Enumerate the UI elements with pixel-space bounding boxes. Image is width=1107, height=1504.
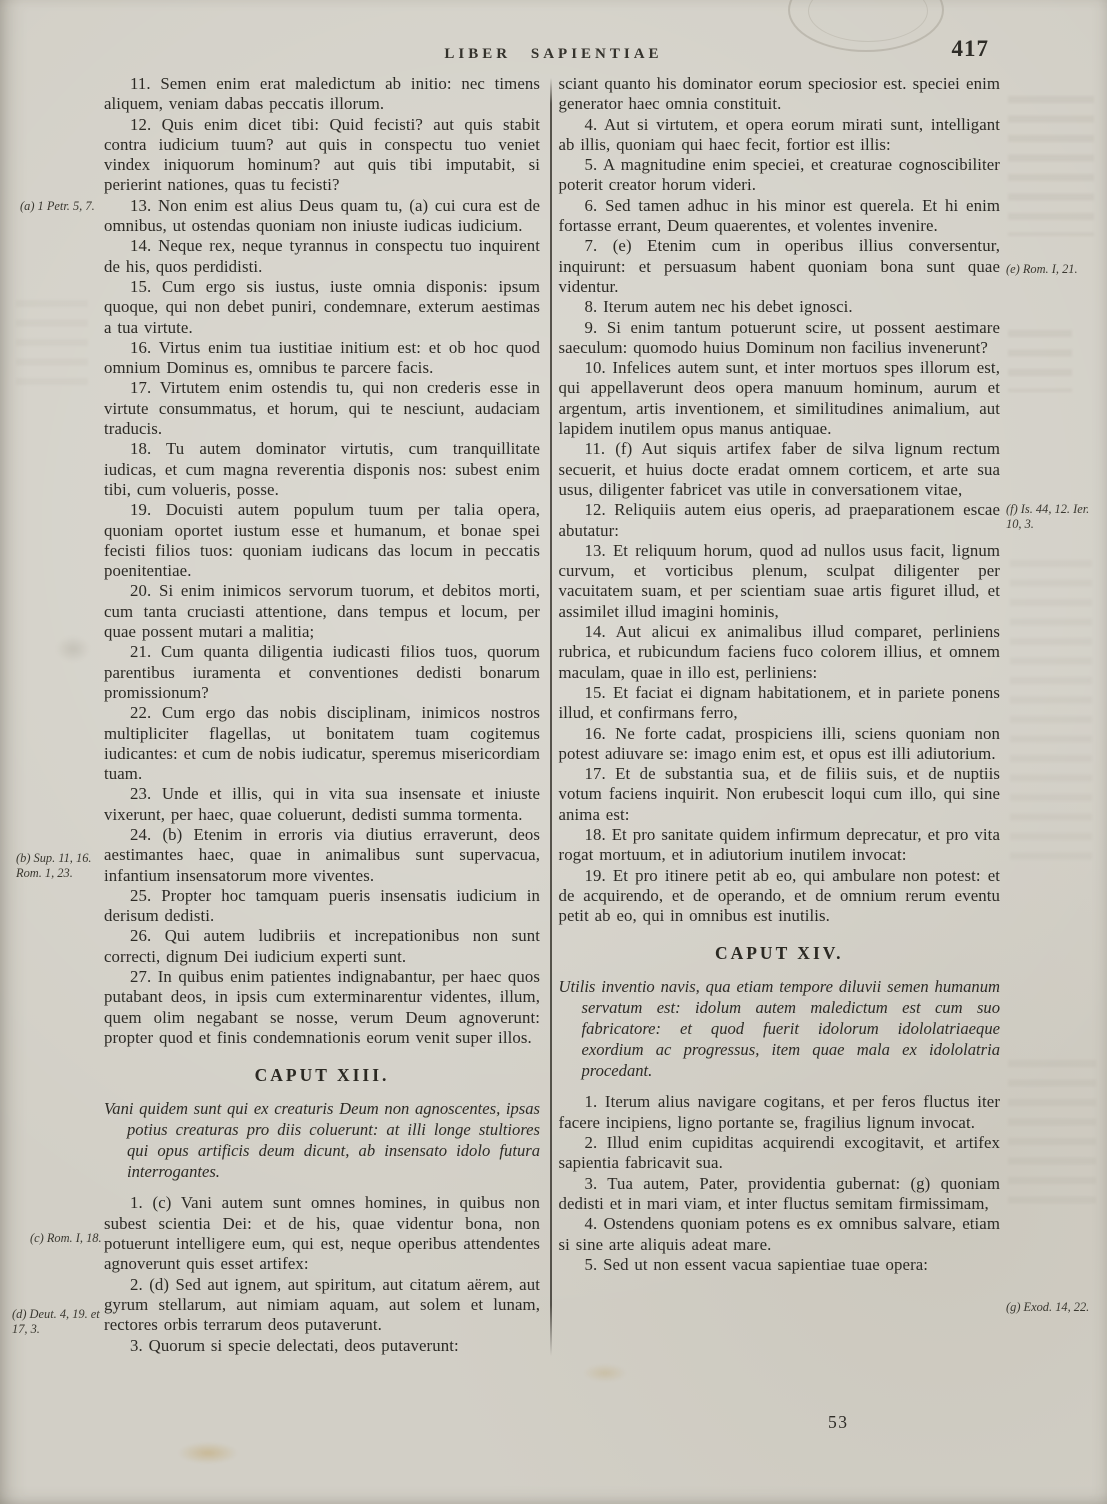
verse-paragraph [559, 1133, 1001, 1174]
margin-note-e: (e) Rom. I, 21. [1006, 262, 1078, 276]
verse-text: Quis enim dicet tibi: Quid fecisti? aut quis stabit contra iudicium tuum? aut quis in conspectu tuo veniet vindex iniquorum hominum? aut quis tibi imputabit, si perierint nationes, quas tu fecisti? [104, 114, 540, 195]
verse-number: 16. [584, 723, 606, 743]
verse-paragraph [104, 1193, 540, 1274]
verse-number: 15. [130, 276, 152, 296]
verse-paragraph [104, 74, 540, 115]
verse-number: 1. [584, 1092, 598, 1112]
verse-text: Cum quanta diligentia iudicasti filios tuos, quorum parentibus iuramenta et conventiones dedisti bonarum promissionum? [104, 642, 541, 702]
paper-stain [56, 636, 90, 662]
margin-note-g: (g) Exod. 14, 22. [1006, 1300, 1090, 1314]
chapter-heading: CAPUT XIII. [254, 1065, 390, 1086]
verse-number: 13. [584, 540, 606, 560]
verse-paragraph [104, 886, 540, 927]
verse-paragraph [559, 155, 1001, 196]
verse-paragraph [104, 1275, 540, 1336]
verse-number: 6. [584, 195, 598, 215]
verse-paragraph [104, 825, 540, 886]
verse-number: 20. [130, 581, 152, 601]
verse-text: Si enim tantum potuerunt scire, ut possent aestimare saeculum: quomodo huius Dominum non facilius invenerunt? [558, 317, 1000, 357]
verse-text: Iterum autem nec his debet ignosci. [603, 297, 853, 317]
verse-paragraph [559, 724, 1001, 765]
verse-number: 26. [130, 926, 152, 946]
verse-text: A magnitudine enim speciei, et creaturae cognoscibiliter poterit creator horum videri. [558, 155, 1000, 195]
verse-paragraph [104, 378, 540, 439]
verse-text: (b) Etenim in erroris via diutius erraverunt, deos aestimantes haec, quae in animalibus sunt supervacua, infantium insensatorum more viventes. [104, 824, 541, 885]
verse-text: Et pro itinere petit ab eo, qui ambulare non potest: et de acquirendo, et de operando, et de omnium rerum eventu petit ab eo, qui in omnibus est inutilis. [558, 865, 1001, 926]
verse-text: Et de substantia sua, et de filiis suis, et de nuptiis votum faciens inquirit. Non erubescit loqui cum illo, qui sine anima est: [558, 764, 1001, 824]
verse-number: 11. [584, 439, 606, 459]
verse-number: 10. [584, 358, 606, 378]
verse-text: Ostendens quoniam potens es ex omnibus salvare, etiam si sine arte aliquis adeat mare. [558, 1214, 1001, 1254]
verse-number: 27. [130, 967, 152, 987]
verse-paragraph [104, 338, 540, 379]
verse-paragraph [559, 115, 1001, 156]
verse-text: Reliquiis autem eius operis, ad praeparationem escae abutatur: [558, 500, 1000, 540]
verse-paragraph [559, 318, 1001, 359]
verse-number: 22. [130, 703, 152, 723]
verse-text: Tua autem, Pater, providentia gubernat: (g) quoniam dedisti et in mari viam, et inter fluctus semitam firmissimam, [558, 1173, 1000, 1213]
verse-number: 5. [584, 155, 598, 175]
verse-number: 13. [130, 195, 152, 215]
verse-text: Ne forte cadat, prospiciens illi, sciens quoniam non potest adiuvare se: imago enim est, et opus est illi adiutorium. [558, 723, 1001, 763]
margin-note-f: (f) Is. 44, 12. Ier. 10, 3. [1006, 502, 1090, 531]
verse-paragraph [559, 439, 1001, 500]
verse-text: Docuisti autem populum tuum per talia opera, quoniam oportet iustum esse et humanum, et bonae spei fecisti filios tuos: quoniam iudicans das locum in peccatis poenitentiae. [104, 500, 540, 581]
verse-paragraph [104, 196, 540, 237]
verse-number: 3. [584, 1173, 598, 1193]
verse-paragraph [104, 581, 540, 642]
verse-paragraph [104, 1336, 540, 1356]
verse-paragraph [559, 1214, 1001, 1255]
verse-number: 12. [584, 500, 606, 520]
verse-text: Et pro sanitate quidem infirmum deprecatur, et pro vita rogat mortuum, et in adiutorium inutilem invocat: [558, 824, 1000, 865]
verso-showthrough [1010, 560, 1092, 860]
verse-text: Semen enim erat maledictum ab initio: nec timens aliquem, veniam dabas peccatis illorum. [104, 74, 541, 114]
verse-number: 7. [584, 236, 598, 256]
verse-number: 8. [584, 297, 598, 317]
verse-number: 21. [130, 642, 152, 662]
verse-number: 1. [130, 1193, 143, 1213]
verse-paragraph [559, 1092, 1001, 1133]
verse-number: 24. [130, 824, 152, 844]
verse-number: 2. [584, 1133, 598, 1153]
verse-text: In quibus enim patientes indignabantur, per haec quos putabant deos, in ipsis cum exterminarentur videntes, illum, quem olim negabant se nosse, verum Deum agnoverunt: propter quod et finis condemnationis eorum venit super illos. [104, 967, 540, 1047]
chapter-summary: Utilis inventio navis, qua etiam tempore diluvii semen humanum servatum est: idolum autem maledictum est cum suo fabricatore: et quod fuerit idolorum idololatriaeque exordium ac progressus, item quae mala ex idololatria procedant. [558, 977, 1000, 1080]
verse-paragraph [104, 703, 540, 784]
verse-number: 19. [130, 500, 152, 520]
verse-text: Sed tamen adhuc in his minor est querela. Et hi enim fortasse errant, Deum quaerentes, et volentes invenire. [558, 195, 1001, 236]
verse-text: Illud enim cupiditas acquirendi excogitavit, et artifex sapientia fabricavit sua. [558, 1133, 1000, 1173]
verse-paragraph [104, 236, 540, 277]
verse-text: Non enim est alius Deus quam tu, (a) cui cura est de omnibus, ut ostendas quoniam non iniuste iudicas iudicium. [104, 195, 541, 236]
verse-number: 15. [584, 682, 606, 702]
verse-paragraph [559, 825, 1001, 866]
verse-paragraph [104, 926, 540, 967]
verse-number: 18. [584, 824, 606, 844]
verse-number: 2. [130, 1274, 143, 1294]
verse-number: 17. [584, 764, 606, 784]
verse-paragraph [559, 541, 1001, 622]
verse-number: 17. [130, 378, 152, 398]
verse-paragraph [559, 866, 1001, 927]
verse-text: Neque rex, neque tyrannus in conspectu tuo inquirent de his, quos perdidisti. [104, 236, 541, 276]
verse-text: Sed ut non essent vacua sapientiae tuae opera: [603, 1254, 929, 1274]
verse-text: Virtus enim tua iustitiae initium est: et ob hoc quod omnium Dominus es, omnibus te parcere facis. [104, 337, 540, 378]
margin-note-c: (c) Rom. I, 18. [30, 1231, 102, 1245]
verse-number: 18. [130, 439, 152, 459]
verse-text: Cum ergo sis iustus, iuste omnia disponis: ipsum quoque, qui non debet puniri, condemnare, exterum aestimas a tua virtute. [104, 276, 540, 337]
verse-text: Aut alicui ex animalibus illud comparet, perliniens rubrica, et rubicundum faciens fuco colorem illius, et omnem maculam, quae in illo est, perliniens: [558, 622, 1000, 682]
verse-text: Qui autem ludibriis et increpationibus non sunt correcti, dignum Dei iudicium experti sunt. [104, 926, 541, 966]
verse-paragraph [104, 642, 540, 703]
verse-paragraph [559, 236, 1001, 297]
verso-showthrough [16, 300, 88, 392]
chapter-summary: Vani quidem sunt qui ex creaturis Deum non agnoscentes, ipsas potius creaturas pro diis coluerunt: at illi longe stultiores qui opus artificis deum dicunt, ab insensato idolo futura interrogantes. [104, 1099, 540, 1181]
verse-text: (e) Etenim cum in operibus illius conversentur, inquirunt: et persuasum habent quoniam bona sunt quae videntur. [558, 236, 1000, 296]
verse-number: 12. [130, 114, 152, 134]
verse-text: Aut si virtutem, et opera eorum mirati sunt, intelligant ab illis, quoniam qui haec fecit, fortior est illis: [558, 114, 1000, 154]
verse-paragraph [104, 784, 540, 825]
verse-paragraph [559, 1174, 1001, 1215]
verse-number: 19. [584, 865, 606, 885]
verse-paragraph [559, 622, 1001, 683]
verse-text: Quorum si specie delectati, deos putaverunt: [148, 1335, 459, 1355]
text-columns [104, 74, 1000, 1356]
left-column [104, 74, 540, 1356]
verse-paragraph [559, 297, 1001, 317]
verse-text: (d) Sed aut ignem, aut spiritum, aut citatum aërem, aut gyrum stellarum, aut nimiam aquam, aut solem et lunam, rectores orbis terrarum deos putaverunt. [104, 1274, 540, 1335]
margin-note-b: (b) Sup. 11, 16. Rom. 1, 23. [16, 851, 92, 880]
verse-paragraph [559, 1255, 1001, 1275]
margin-note-d: (d) Deut. 4, 19. et 17, 3. [12, 1307, 100, 1336]
verse-paragraph [104, 439, 540, 500]
verse-number: 4. [584, 114, 598, 134]
verse-paragraph [559, 196, 1001, 237]
embossed-stamp-mark [788, 0, 944, 52]
verse-text: Tu autem dominator virtutis, cum tranquillitate iudicas, et cum magna reverentia disponis nos: subest enim tibi, cum volueris, posse. [104, 439, 540, 499]
verse-paragraph [104, 500, 540, 581]
column-divider-rule [550, 78, 552, 1356]
verse-number: 16. [130, 337, 152, 357]
verse-number: 9. [584, 317, 598, 337]
verse-number: 4. [584, 1214, 598, 1234]
verso-showthrough [1008, 1060, 1096, 1210]
verse-number: 25. [130, 885, 152, 905]
verse-paragraph [104, 115, 540, 196]
margin-note-a: (a) 1 Petr. 5, 7. [20, 199, 95, 213]
verse-text: Cum ergo das nobis disciplinam, inimicos nostros multipliciter flagellas, ut bonitatem tuam cogitemus iudicantes: et cum de nobis iudicatur, speremus misericordiam tuam. [104, 703, 541, 784]
verse-text: Infelices autem sunt, et inter mortuos spes illorum est, qui appellaverunt deos opera manuum hominum, aurum et argentum, artis inventionem, et similitudines animalium, aut lapidem inutilem opus manus antiquae. [558, 358, 1000, 439]
verse-paragraph [559, 74, 1001, 115]
verse-text: Propter hoc tamquam pueris insensatis iudicium in derisum dedisti. [104, 885, 541, 926]
verse-text: (c) Vani autem sunt omnes homines, in quibus non subest scientia Dei: et de his, quae videntur bona, non potuerunt intelligere eum, qui est, neque operibus attendentes agnoverunt quis esset artifex: [104, 1193, 540, 1274]
verse-number: 11. [130, 74, 151, 93]
gathering-signature: 53 [828, 1412, 849, 1432]
verse-number: 5. [584, 1254, 598, 1274]
verse-paragraph [104, 967, 540, 1048]
verse-number: 23. [130, 784, 152, 804]
verse-number: 3. [130, 1335, 143, 1355]
verse-paragraph [559, 764, 1001, 825]
verso-showthrough [1008, 96, 1094, 236]
verse-paragraph [104, 277, 540, 338]
verso-showthrough [1008, 330, 1072, 392]
verse-text: Virtutem enim ostendis tu, qui non crederis esse in virtute consummatus, et horum, qui te nesciunt, audaciam traducis. [104, 378, 540, 439]
running-title: LIBER SAPIENTIAE [444, 46, 663, 62]
verse-text: sciant quanto his dominator eorum speciosior est. speciei enim generator haec omnia constituit. [558, 74, 1000, 114]
verse-text: (f) Aut siquis artifex faber de silva lignum rectum secuerit, et huius docte eradat omnem corticem, et arte sua usus, diligenter fabricet vas utile in conversationem vitae, [558, 439, 1000, 499]
paper-stain [583, 1364, 627, 1382]
page-number: 417 [951, 36, 989, 61]
verse-number: 14. [130, 236, 152, 256]
right-column [559, 74, 1001, 1356]
verse-number: 14. [584, 622, 606, 642]
verse-text: Et reliquum horum, quod ad nullos usus facit, lignum curvum, et vorticibus plenum, sculpat diligenter per vacuitatem suam, et per scientiam suae artis figuret illud, et assimilet illud imagini hominis, [558, 540, 1000, 621]
verse-text: Et faciat ei dignam habitationem, et in pariete ponens illud, et confirmans ferro, [558, 682, 1001, 723]
verse-text: Si enim inimicos servorum tuorum, et debitos morti, cum tanta cruciasti attentione, dans tempus et locum, per quae possent mutari a malitia; [104, 581, 541, 642]
paper-stain [178, 1442, 238, 1464]
verse-paragraph [559, 500, 1001, 541]
verse-paragraph [559, 683, 1001, 724]
verse-paragraph [559, 358, 1001, 439]
verse-text: Iterum alius navigare cogitans, et per feros fluctus iter facere incipiens, ligno portante se, fragilius lignum invocat. [558, 1092, 1001, 1132]
verse-text: Unde et illis, qui in vita sua insensate et iniuste vixerunt, per haec, quae coluerunt, dedisti summa tormenta. [104, 784, 541, 824]
chapter-heading: CAPUT XIV. [714, 943, 844, 964]
